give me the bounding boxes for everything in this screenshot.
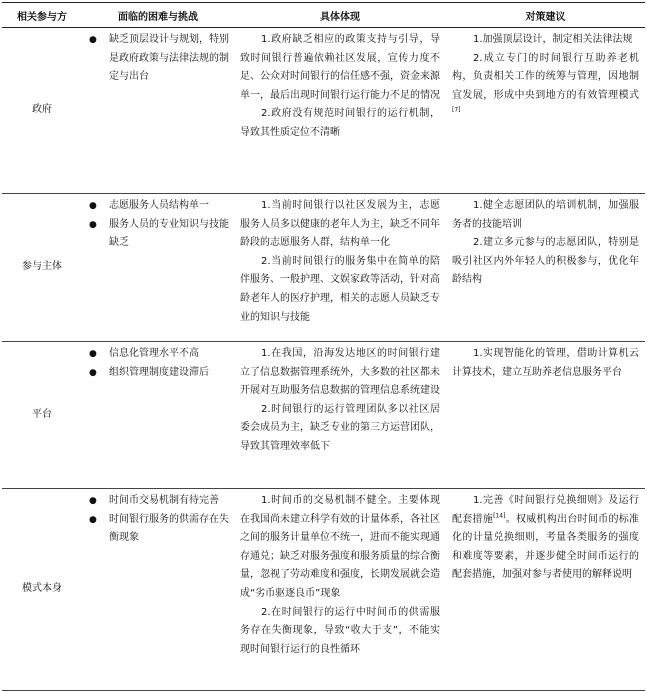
- suggestions-cell: [446, 194, 645, 342]
- strategy-table: [2, 2, 645, 691]
- detail-paragraph: 1.时间币的交易机制不健全。主要体现在我国尚未建立科学有效的计量体系，各社区之间的服务计量单位不统一，进而不能实现通存通兑；缺乏对服务强度和服务质量的综合衡量，忽视了劳动难度和强度，长期发展就会造成“劣币驱逐良币”现象: [240, 495, 440, 599]
- suggestion-paragraph: 2.成立专门的时间银行互助养老机构，负责相关工作的统筹与管理，因地制宜发展，形成中央到地方的有效管理模式[7]: [452, 52, 639, 115]
- suggestions-cell: [446, 28, 645, 194]
- detail-paragraph: 1.政府缺乏相应的政策支持与引导，导致时间银行普遍依赖社区发展，宣传力度不足、公众对时间银行的信任感不强，资金来源单一，最后出现时间银行运行能力不足的情况: [240, 34, 440, 101]
- detail-paragraph: 2.政府没有规范时间银行的运行机制，导致其性质定位不清晰: [240, 108, 440, 138]
- challenge-item: ● 志愿服务人员结构单一: [82, 197, 230, 216]
- detail-paragraph: 1.当前时间银行以社区发展为主，志愿服务人员多以健康的老年人为主，缺乏不同年龄段的志愿服务人群，结构单一化: [240, 200, 440, 249]
- bullet-icon: ●: [89, 219, 97, 230]
- header-row: [2, 3, 645, 28]
- bullet-icon: ●: [89, 496, 97, 506]
- details-cell: [234, 342, 446, 489]
- bullet-icon: ●: [89, 514, 97, 525]
- challenge-item: ● 服务人员的专业知识与技能缺乏: [82, 216, 230, 253]
- citation-ref: [7]: [452, 107, 461, 115]
- suggestion-paragraph: 1.实现智能化的管理，借助计算机云计算技术，建立互助养老信息服务平台: [452, 348, 639, 378]
- details-cell: [234, 194, 446, 342]
- challenges-cell: [82, 489, 234, 691]
- party-cell: 模式本身: [2, 489, 82, 691]
- suggestion-paragraph: 1.加强顶层设计，制定相关法律法规: [473, 34, 633, 45]
- detail-paragraph: 2.在时间银行的运行中时间币的供需服务存在失衡现象，导致“收大于支”，不能实现时间银行运行的良性循环: [240, 606, 440, 655]
- citation-ref: [14]: [493, 512, 506, 520]
- table-row: [2, 342, 645, 489]
- challenge-item: ● 时间币交易机制有待完善: [82, 492, 230, 511]
- detail-paragraph: 1.在我国，沿海发达地区的时间银行建立了信息数据管理系统外，大多数的社区都未开展对互助服务信息数据的管理信息系统建设: [240, 348, 440, 397]
- challenges-cell: [82, 342, 234, 489]
- header-party: 相关参与方: [2, 3, 82, 28]
- challenge-item: ● 时间银行服务的供需存在失衡现象: [82, 511, 230, 548]
- challenges-cell: [82, 28, 234, 194]
- suggestion-paragraph: 1.完善《时间银行兑换细则》及运行配套措施[14]。权威机构出台时间币的标准化的计量兑换细则，考量各类服务的强度和难度等要素，并逐步健全时间币运行的配套措施，加强对参与者使用的解释说明: [452, 495, 640, 581]
- party-cell: 参与主体: [2, 194, 82, 342]
- suggestions-cell: [446, 489, 645, 691]
- details-cell: [234, 28, 446, 194]
- suggestion-paragraph: 1.健全志愿团队的培训机制，加强服务者的技能培训: [452, 200, 639, 230]
- bullet-icon: ●: [89, 349, 97, 359]
- party-cell: 平台: [2, 342, 82, 489]
- table-row: [2, 194, 645, 342]
- party-cell: 政府: [2, 28, 82, 194]
- detail-paragraph: 2.当前时间银行的服务集中在简单的陪伴服务、一般护理、文娱家政等活动，针对高龄老年人的医疗护理，相关的志愿人员缺乏专业的知识与技能: [240, 255, 440, 323]
- suggestions-cell: [446, 342, 645, 489]
- details-cell: [234, 489, 446, 691]
- header-details: 具体体现: [234, 3, 446, 28]
- suggestion-paragraph: 2.建立多元参与的志愿团队，特别是吸引社区内外年轻人的积极参与，优化年龄结构: [452, 237, 639, 286]
- detail-paragraph: 2.时间银行的运行管理团队多以社区居委会成员为主，缺乏专业的第三方运营团队，导致其管理效率低下: [240, 403, 440, 452]
- challenge-item: ● 缺乏顶层设计与规划，特别是政府政策与法律法规的制定与出台: [82, 31, 230, 87]
- challenges-cell: [82, 194, 234, 342]
- header-challenges: 面临的困难与挑战: [82, 3, 234, 28]
- table-row: [2, 28, 645, 194]
- table-row: [2, 489, 645, 691]
- bullet-icon: ●: [89, 201, 97, 211]
- header-suggestions: 对策建议: [446, 3, 645, 28]
- challenge-item: ● 组织管理制度建设滞后: [82, 364, 230, 383]
- bullet-icon: ●: [89, 367, 97, 378]
- challenge-item: ● 信息化管理水平不高: [82, 345, 230, 364]
- bullet-icon: ●: [89, 35, 97, 45]
